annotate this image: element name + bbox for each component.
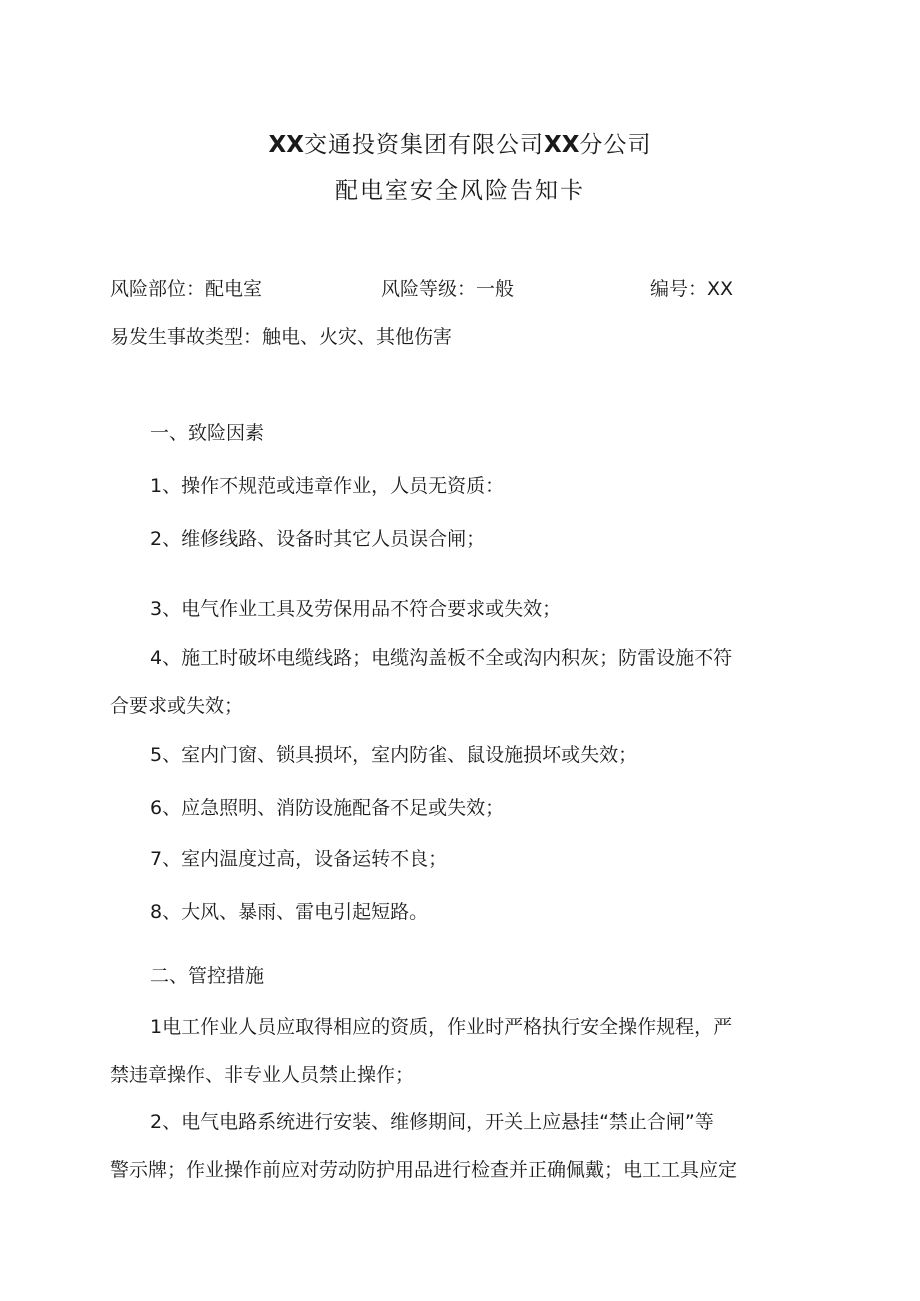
document-title-line2: 配电室安全风险告知卡 <box>335 178 585 204</box>
card-number: 编号：XX <box>650 278 734 300</box>
document-title-line1 <box>0 130 920 160</box>
risk-factor-item: 5、室内门窗、锁具损坏，室内防雀、鼠设施损坏或失效； <box>150 744 638 766</box>
risk-factor-item: 7、室内温度过高，设备运转不良； <box>150 848 448 870</box>
control-measure-item: 1电工作业人员应取得相应的资质，作业时严格执行安全操作规程，严 <box>150 1016 733 1038</box>
section-heading-control-measures: 二、管控措施 <box>150 965 265 987</box>
accident-types: 易发生事故类型：触电、火灾、其他伤害 <box>110 326 453 348</box>
control-measure-item-continued: 禁违章操作、非专业人员禁止操作； <box>110 1064 415 1086</box>
risk-level: 风险等级：一般 <box>381 278 515 300</box>
title-company-name: 交通投资集团有限公司 <box>304 132 544 158</box>
control-measure-item: 2、电气电路系统进行安装、维修期间，开关上应悬挂“禁止合闸”等 <box>150 1111 714 1133</box>
risk-factor-item: 8、大风、暴雨、雷电引起短路。 <box>150 901 429 923</box>
risk-factor-item: 1、操作不规范或违章作业，人员无资质： <box>150 475 505 497</box>
risk-factor-item: 2、维修线路、设备时其它人员误合闸； <box>150 528 486 550</box>
risk-part: 风险部位：配电室 <box>110 278 263 300</box>
title-company-code: XX <box>268 132 304 158</box>
risk-factor-item: 3、电气作业工具及劳保用品不符合要求或失效； <box>150 598 562 620</box>
section-heading-risk-factors: 一、致险因素 <box>150 422 265 444</box>
risk-factor-item: 6、应急照明、消防设施配备不足或失效； <box>150 797 505 819</box>
title-branch-code: XX <box>544 132 580 158</box>
risk-factor-item: 4、施工时破坏电缆线路；电缆沟盖板不全或沟内积灰；防雷设施不符 <box>150 647 733 669</box>
title-branch-suffix: 分公司 <box>579 132 652 158</box>
risk-factor-item-continued: 合要求或失效； <box>110 695 244 717</box>
control-measure-item-continued: 警示牌；作业操作前应对劳动防护用品进行检查并正确佩戴；电工工具应定 <box>110 1159 738 1181</box>
